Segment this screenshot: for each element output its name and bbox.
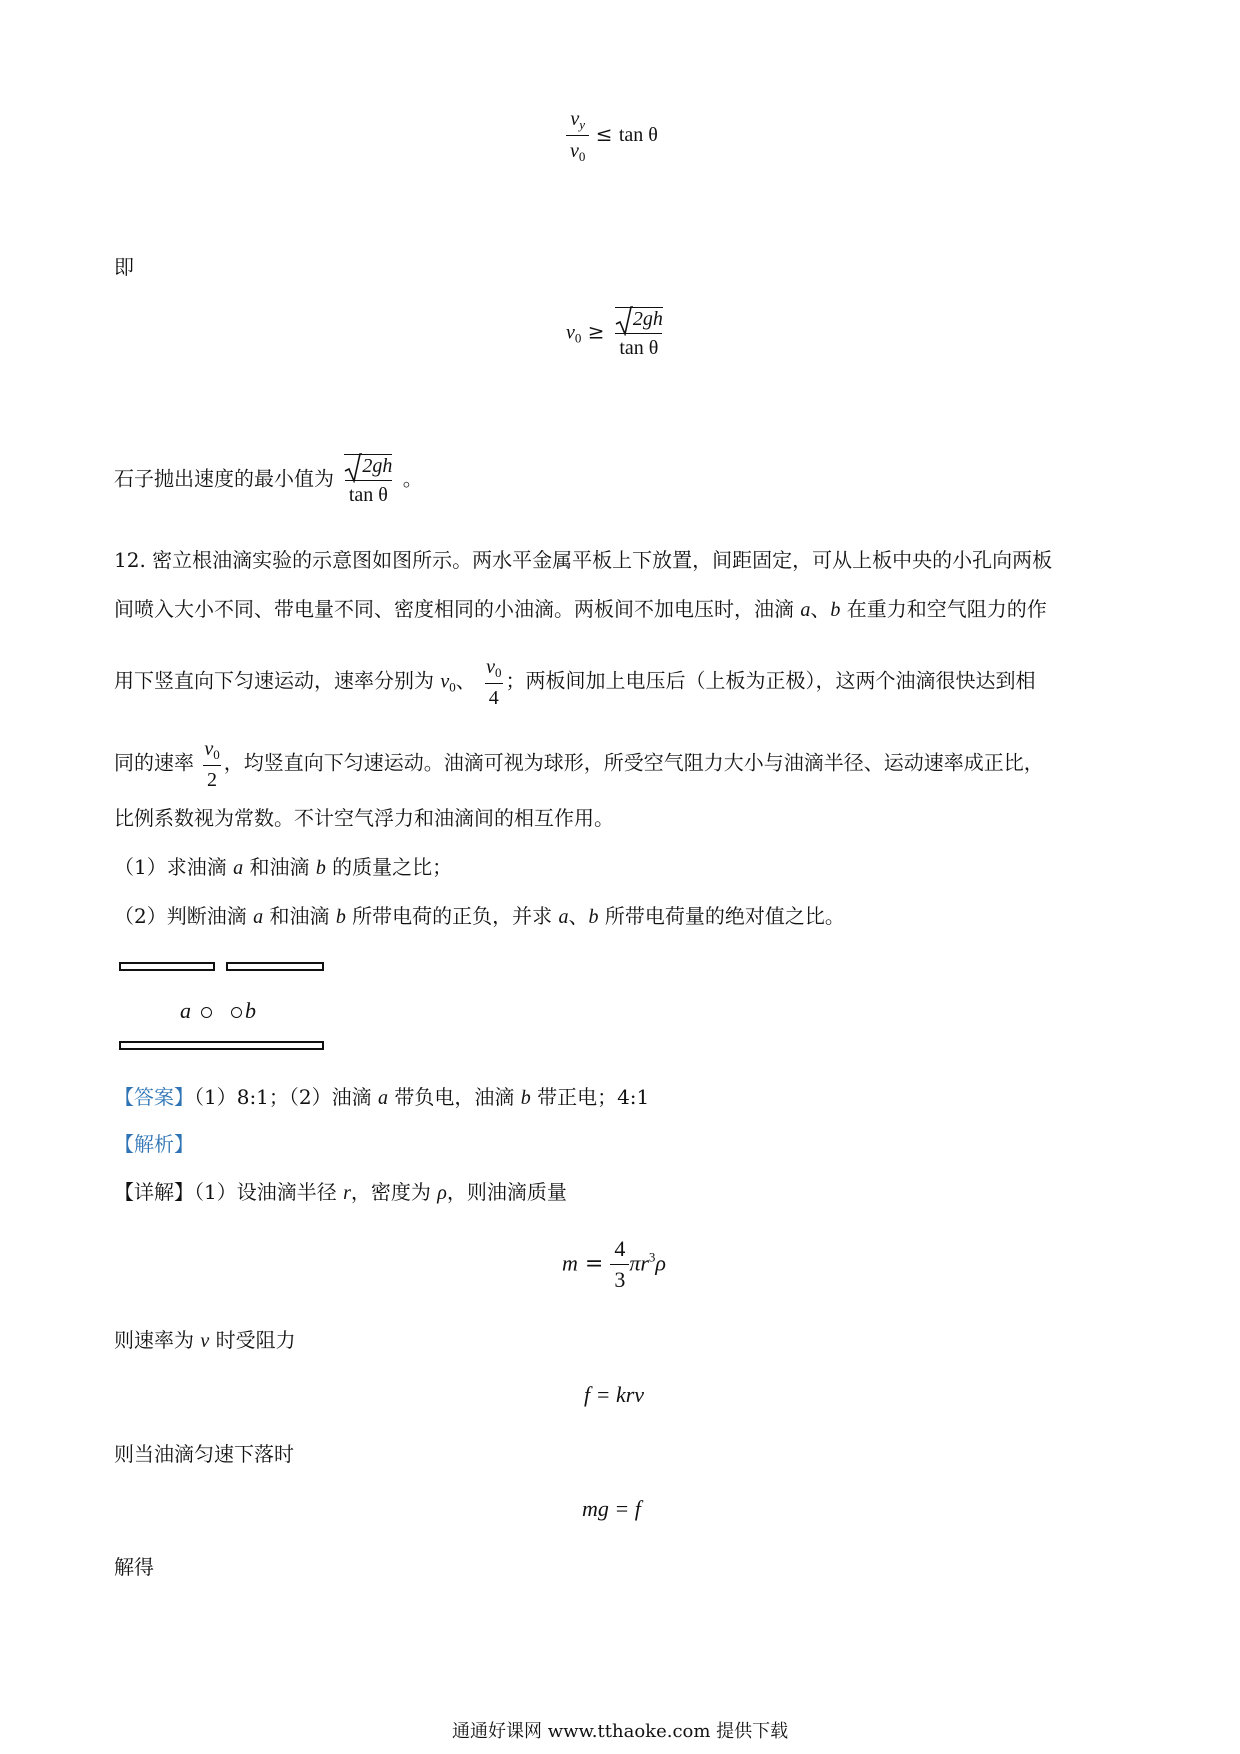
upper-plate-left [119,962,215,971]
answer-tag: 【答案】 [114,1085,194,1109]
equation-min-speed: $v_0$ ≥ $\frac{2gh}{\text{tan θ}}$ [566,308,663,359]
text-ji: 即 [114,255,134,279]
question-2: （2）判断油滴 a 和油滴 b 所带电荷的正负，并求 a、b 所带电荷量的绝对值之比。 [114,904,845,928]
problem-line-3: 用下竖直向下匀速运动，速率分别为 $v_0$、 $\frac{v_0}{4}$ ；两板间加上电压后（上板为正极），这两个油滴很快达到相 [114,656,1036,709]
droplet-b [231,1007,242,1018]
equation-mass: m = $\frac{4}{3}$ $\pi r^3\rho$ [562,1236,666,1292]
solve-text: 解得 [114,1555,154,1579]
drag-text: 则速率为 v 时受阻力 [114,1328,296,1352]
droplet-b-label: b [245,998,256,1023]
answer-line: 【答案】（1）8:1；（2）油滴 a 带负电，油滴 b 带正电；4:1 [114,1085,650,1109]
equation-balance: mg = f [582,1496,641,1521]
equation-ratio: $\frac{v_y}{v_0}$ ≤ tan θ [566,108,658,163]
problem-line-1: 12. 密立根油滴实验的示意图如图所示。两水平金属平板上下放置，间距固定，可从上板中央的小孔向两板 [114,548,1053,572]
upper-plate-right [226,962,324,971]
droplet-a-label: a [180,998,191,1023]
question-1: （1）求油滴 a 和油滴 b 的质量之比； [114,855,453,879]
droplet-a [201,1007,212,1018]
problem-line-5: 比例系数视为常数。不计空气浮力和油滴间的相互作用。 [114,806,614,830]
page-footer: 通通好课网 www.tthaoke.com 提供下载 [452,1721,789,1742]
equation-drag: f = krv [584,1382,645,1407]
problem-line-2: 间喷入大小不同、带电量不同、密度相同的小油滴。两板间不加电压时，油滴 a、b 在重力和空气阻力的作 [114,597,1047,621]
analysis-tag: 【解析】 [114,1132,194,1156]
uniform-fall-text: 则当油滴匀速下落时 [114,1442,294,1466]
detail-line: 【详解】（1）设油滴半径 r，密度为 ρ，则油滴质量 [114,1180,567,1204]
conclusion-line: 石子抛出速度的最小值为 $\frac{2gh}{\text{tan θ}}$ 。 [114,455,423,506]
lower-plate [119,1041,324,1050]
problem-line-4: 同的速率 $\frac{v_0}{2}$ ，均竖直向下匀速运动。油滴可视为球形，所受空气阻力大小与油滴半径、运动速率成正比， [114,738,1044,791]
